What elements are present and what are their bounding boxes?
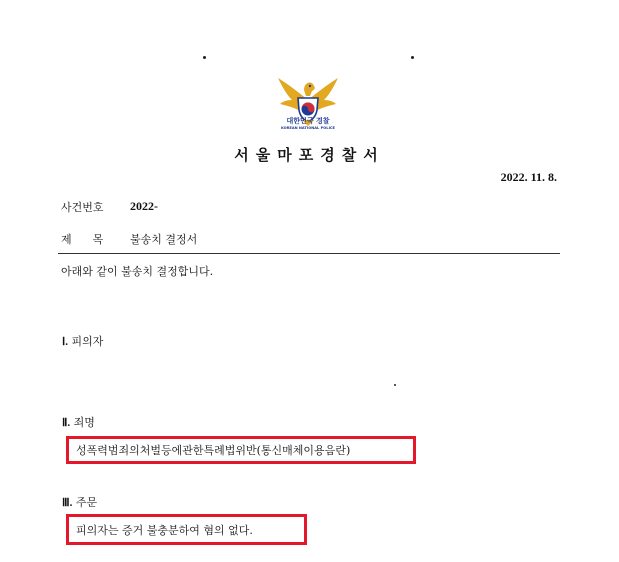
station-title: 서울마포경찰서 (234, 146, 385, 164)
section-title: 죄명 (73, 416, 95, 429)
section-suspect-heading (62, 333, 103, 349)
intro-text: 아래와 같이 불송치 결정합니다. (61, 265, 214, 278)
scan-dot (203, 56, 206, 59)
section-charge-heading (62, 414, 95, 430)
section-title: 피의자 (71, 335, 104, 348)
subject-value: 불송치 결정서 (130, 233, 198, 246)
disposition-content: 피의자는 증거 불충분하여 혐의 없다. (76, 524, 253, 537)
charge-content: 성폭력범죄의처벌등에관한특례법위반(통신매체이용음란) (76, 444, 351, 457)
case-number-value: 2022- (130, 199, 158, 213)
section-number: Ⅲ. (62, 497, 73, 509)
section-number: Ⅱ. (62, 417, 71, 429)
emblem-english-text: KOREAN NATIONAL POLICE (280, 126, 336, 130)
scan-dot (394, 384, 396, 386)
case-number-label: 사건번호 (61, 201, 104, 214)
charge-highlight-box (66, 436, 416, 464)
emblem-korean-text: 대한민국 경찰 (286, 117, 330, 125)
section-number: Ⅰ. (62, 336, 68, 348)
disposition-highlight-box (66, 514, 307, 545)
subject-label: 제 목 (61, 233, 104, 246)
scan-dot (411, 56, 414, 59)
section-disposition-heading (62, 494, 97, 510)
section-title: 주문 (75, 496, 98, 509)
divider (58, 253, 560, 254)
document-date: 2022. 11. 8. (500, 170, 557, 184)
